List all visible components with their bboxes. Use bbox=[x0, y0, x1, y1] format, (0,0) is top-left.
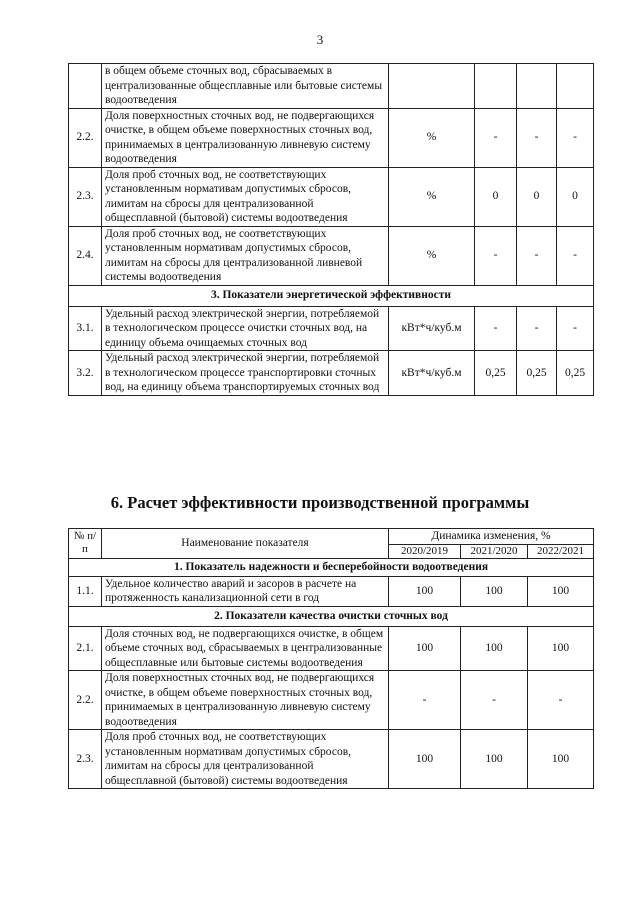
row-unit: кВт*ч/куб.м bbox=[389, 351, 475, 396]
row-value: - bbox=[557, 108, 594, 167]
page-number: 3 bbox=[316, 32, 324, 47]
name-header: Наименование показателя bbox=[102, 529, 389, 559]
row-value: 0 bbox=[517, 167, 557, 226]
row-value: 100 bbox=[461, 730, 528, 789]
row-text: Доля поверхностных сточных вод, не подвергающихся очистке, в общем объеме поверхностных сточных вод, принимаемых в централизованную ливневую систему водоотведения bbox=[102, 671, 389, 730]
section-heading: 3. Показатели энергетической эффективности bbox=[69, 285, 594, 306]
row-value: 100 bbox=[528, 576, 594, 606]
row-text: Доля проб сточных вод, не соответствующих установленным нормативам допустимых сбросов, лимитам на сбросы для централизованной ливневой системы водоотведения bbox=[102, 226, 389, 285]
row-value: - bbox=[557, 226, 594, 285]
row-value: 0,25 bbox=[475, 351, 517, 396]
section-row bbox=[69, 558, 594, 576]
row-number: 2.2. bbox=[69, 108, 102, 167]
indicators-table bbox=[68, 63, 594, 396]
row-value: 0,25 bbox=[557, 351, 594, 396]
table-row bbox=[69, 576, 594, 606]
row-value: 0 bbox=[475, 167, 517, 226]
row-text: Доля сточных вод, не подвергающихся очистке, в общем объеме сточных вод, сбрасываемых в централизованные общесплавные или бытовые системы водоотведения bbox=[102, 626, 389, 671]
row-value bbox=[517, 64, 557, 109]
header-row bbox=[69, 529, 594, 545]
row-value bbox=[557, 64, 594, 109]
row-text: Удельный расход электрической энергии, потребляемой в технологическом процессе очистки сточных вод, на единицу объема очищаемых сточных вод bbox=[102, 306, 389, 351]
row-number bbox=[69, 64, 102, 109]
row-value: 100 bbox=[389, 626, 461, 671]
period-header: 2022/2021 bbox=[528, 544, 594, 558]
row-value: 100 bbox=[528, 730, 594, 789]
row-value: 100 bbox=[528, 626, 594, 671]
row-value: - bbox=[557, 306, 594, 351]
row-value: 100 bbox=[389, 730, 461, 789]
row-text: Доля проб сточных вод, не соответствующих установленным нормативам допустимых сбросов, лимитам на сбросы для централизованной общесплавной (бытовой) системы водоотведения bbox=[102, 730, 389, 789]
row-value: 0 bbox=[557, 167, 594, 226]
section-heading: 1. Показатель надежности и бесперебойности водоотведения bbox=[69, 558, 594, 576]
row-number: 2.3. bbox=[69, 167, 102, 226]
row-value: - bbox=[475, 306, 517, 351]
row-value: - bbox=[475, 226, 517, 285]
dynamics-header: Динамика изменения, % bbox=[389, 529, 594, 545]
row-text: Удельное количество аварий и засоров в расчете на протяженность канализационной сети в год bbox=[102, 576, 389, 606]
row-value: - bbox=[517, 226, 557, 285]
row-number: 2.4. bbox=[69, 226, 102, 285]
row-number: 2.2. bbox=[69, 671, 102, 730]
row-unit: % bbox=[389, 167, 475, 226]
table-row bbox=[69, 671, 594, 730]
row-value: - bbox=[475, 108, 517, 167]
section-heading: 2. Показатели качества очистки сточных вод bbox=[69, 606, 594, 626]
row-text: в общем объеме сточных вод, сбрасываемых в централизованные общесплавные или бытовые системы водоотведения bbox=[102, 64, 389, 109]
section-row bbox=[69, 285, 594, 306]
row-value: - bbox=[389, 671, 461, 730]
row-number: 3.1. bbox=[69, 306, 102, 351]
efficiency-table bbox=[68, 528, 594, 789]
table-row bbox=[69, 226, 594, 285]
table-row bbox=[69, 108, 594, 167]
table-row bbox=[69, 64, 594, 109]
row-number: 3.2. bbox=[69, 351, 102, 396]
row-text: Доля поверхностных сточных вод, не подвергающихся очистке, в общем объеме поверхностных сточных вод, принимаемых в централизованную ливневую систему водоотведения bbox=[102, 108, 389, 167]
period-header: 2020/2019 bbox=[389, 544, 461, 558]
row-value: - bbox=[461, 671, 528, 730]
table-row bbox=[69, 167, 594, 226]
row-value: 100 bbox=[461, 626, 528, 671]
table-row bbox=[69, 306, 594, 351]
table-row bbox=[69, 351, 594, 396]
row-value bbox=[475, 64, 517, 109]
row-number: 2.3. bbox=[69, 730, 102, 789]
row-unit: % bbox=[389, 226, 475, 285]
row-unit bbox=[389, 64, 475, 109]
num-header: № п/п bbox=[69, 529, 102, 559]
section-row bbox=[69, 606, 594, 626]
row-value: - bbox=[517, 108, 557, 167]
row-value: 100 bbox=[461, 576, 528, 606]
table-row bbox=[69, 730, 594, 789]
section-title: 6. Расчет эффективности производственной программы bbox=[110, 493, 530, 512]
row-unit: кВт*ч/куб.м bbox=[389, 306, 475, 351]
row-number: 2.1. bbox=[69, 626, 102, 671]
table-row bbox=[69, 626, 594, 671]
row-number: 1.1. bbox=[69, 576, 102, 606]
row-value: - bbox=[528, 671, 594, 730]
row-value: - bbox=[517, 306, 557, 351]
period-header: 2021/2020 bbox=[461, 544, 528, 558]
row-value: 0,25 bbox=[517, 351, 557, 396]
row-text: Доля проб сточных вод, не соответствующих установленным нормативам допустимых сбросов, лимитам на сбросы для централизованной общесплавной (бытовой) системы водоотведения bbox=[102, 167, 389, 226]
row-text: Удельный расход электрической энергии, потребляемой в технологическом процессе транспортировки сточных вод, на единицу объема транспортируемых сточных вод bbox=[102, 351, 389, 396]
row-value: 100 bbox=[389, 576, 461, 606]
row-unit: % bbox=[389, 108, 475, 167]
